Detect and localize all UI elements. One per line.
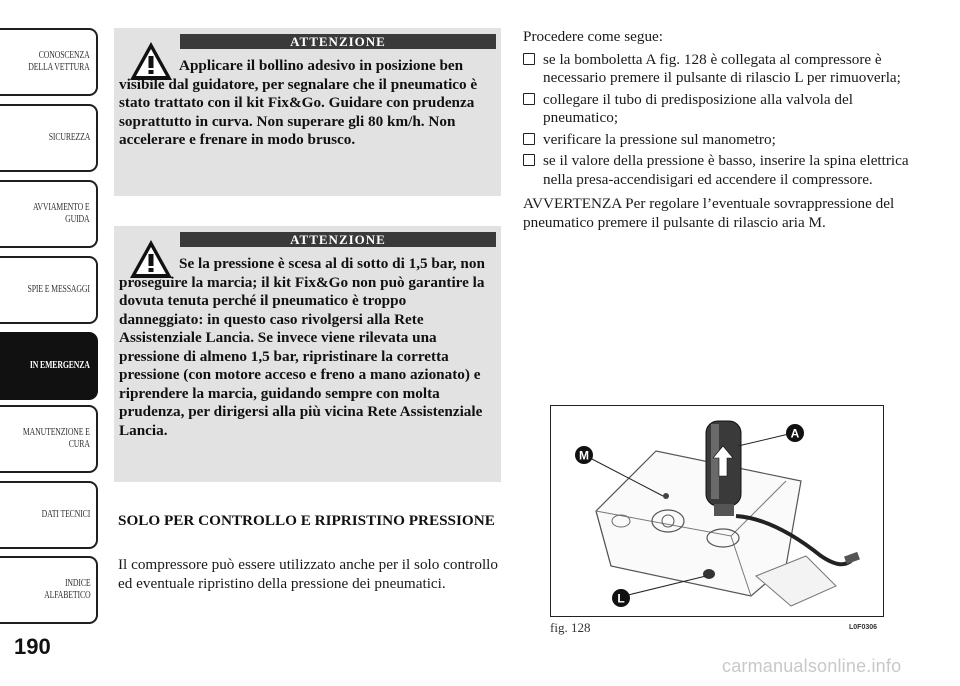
callout-m: M	[579, 448, 589, 463]
tab-dati-tecnici[interactable]	[0, 481, 98, 549]
warning-box	[114, 226, 501, 482]
tab-label: INDICE ALFABETICO	[43, 578, 90, 601]
tab-sicurezza[interactable]	[0, 104, 98, 172]
tab-label: MANUTENZIONE E CURA	[23, 427, 90, 450]
step-text: se la bomboletta A fig. 128 è collegata al compressore è necessario premere il pulsante di rilascio L per rimuoverla;	[543, 50, 901, 86]
list-item	[523, 131, 923, 150]
figure-caption: fig. 128	[550, 620, 591, 635]
instructions	[523, 28, 923, 232]
section-body: Il compressore può essere utilizzato anche per il solo controllo ed eventuale ripristino della pressione dei pneumatici.	[118, 556, 498, 592]
step-text: se il valore della pressione è basso, inserire la spina elettrica nella presa-accendisigari ed accendere il compressore.	[543, 152, 909, 188]
tab-label: DATI TECNICI	[41, 509, 90, 520]
warning-text: Applicare il bollino adesivo in posizione ben visibile dal guidatore, per segnalare che il pneumatico è stato trattato con il kit Fix&Go. Guidare con prudenza soprattutto in curva. Non superare gli 80 km/h. Non accelerare e frenare in modo brusco.	[119, 57, 478, 148]
watermark: carmanualsonline.info	[722, 656, 902, 676]
figure-code: L0F0306	[849, 624, 878, 631]
callout-a: A	[790, 426, 800, 441]
warning-header: ATTENZIONE	[180, 34, 496, 49]
checkbox-bullet-icon	[523, 93, 535, 105]
page-number: 190	[14, 634, 51, 659]
list-item	[523, 91, 923, 128]
callout-l: L	[617, 591, 625, 606]
checkbox-bullet-icon	[523, 133, 535, 145]
warning-box	[114, 28, 501, 196]
tab-label: CONOSCENZA DELLA VETTURA	[28, 50, 90, 73]
tab-label: AVVIAMENTO E GUIDA	[33, 202, 90, 225]
warning-text: Se la pressione è scesa al di sotto di 1,5 bar, non proseguire la marcia; il kit Fix&Go non può garantire la dovuta tenuta perché il pneumatico è troppo danneggiato: in questo caso rivolgersi alla Rete Assistenziale Lancia. Se invece viene rilevata una pressione di almeno 1,5 bar, ripristinare la corretta pressione (con motore acceso e freno a mano azionato) e riprendere la marcia, guidando sempre con molta prudenza, per dirigersi alla più vicina Rete Assistenziale Lancia.	[119, 255, 485, 439]
section-title: SOLO PER CONTROLLO E RIPRISTINO PRESSIONE	[118, 512, 495, 529]
list-item	[523, 51, 923, 88]
figure-compressor	[550, 405, 884, 617]
step-text: collegare il tubo di predisposizione alla valvola del pneumatico;	[543, 90, 853, 126]
tab-label: SPIE E MESSAGGI	[27, 284, 90, 295]
note-text: AVVERTENZA Per regolare l’eventuale sovrappressione del pneumatico premere il pulsante di rilascio aria M.	[523, 195, 895, 231]
step-text: verificare la pressione sul manometro;	[543, 130, 776, 148]
tab-conoscenza[interactable]	[0, 28, 98, 96]
checkbox-bullet-icon	[523, 53, 535, 65]
warning-header: ATTENZIONE	[180, 232, 496, 247]
tab-label: SICUREZZA	[48, 132, 90, 143]
tab-manutenzione[interactable]	[0, 405, 98, 473]
list-item	[523, 152, 923, 189]
checkbox-bullet-icon	[523, 154, 535, 166]
tab-avviamento[interactable]	[0, 180, 98, 248]
intro-text: Procedere come segue:	[523, 28, 663, 45]
tab-spie[interactable]	[0, 256, 98, 324]
compressor-illustration	[551, 406, 882, 615]
tab-label: IN EMERGENZA	[30, 360, 90, 371]
tab-indice[interactable]	[0, 556, 98, 624]
steps-list	[523, 51, 923, 190]
tab-in-emergenza[interactable]	[0, 332, 98, 400]
